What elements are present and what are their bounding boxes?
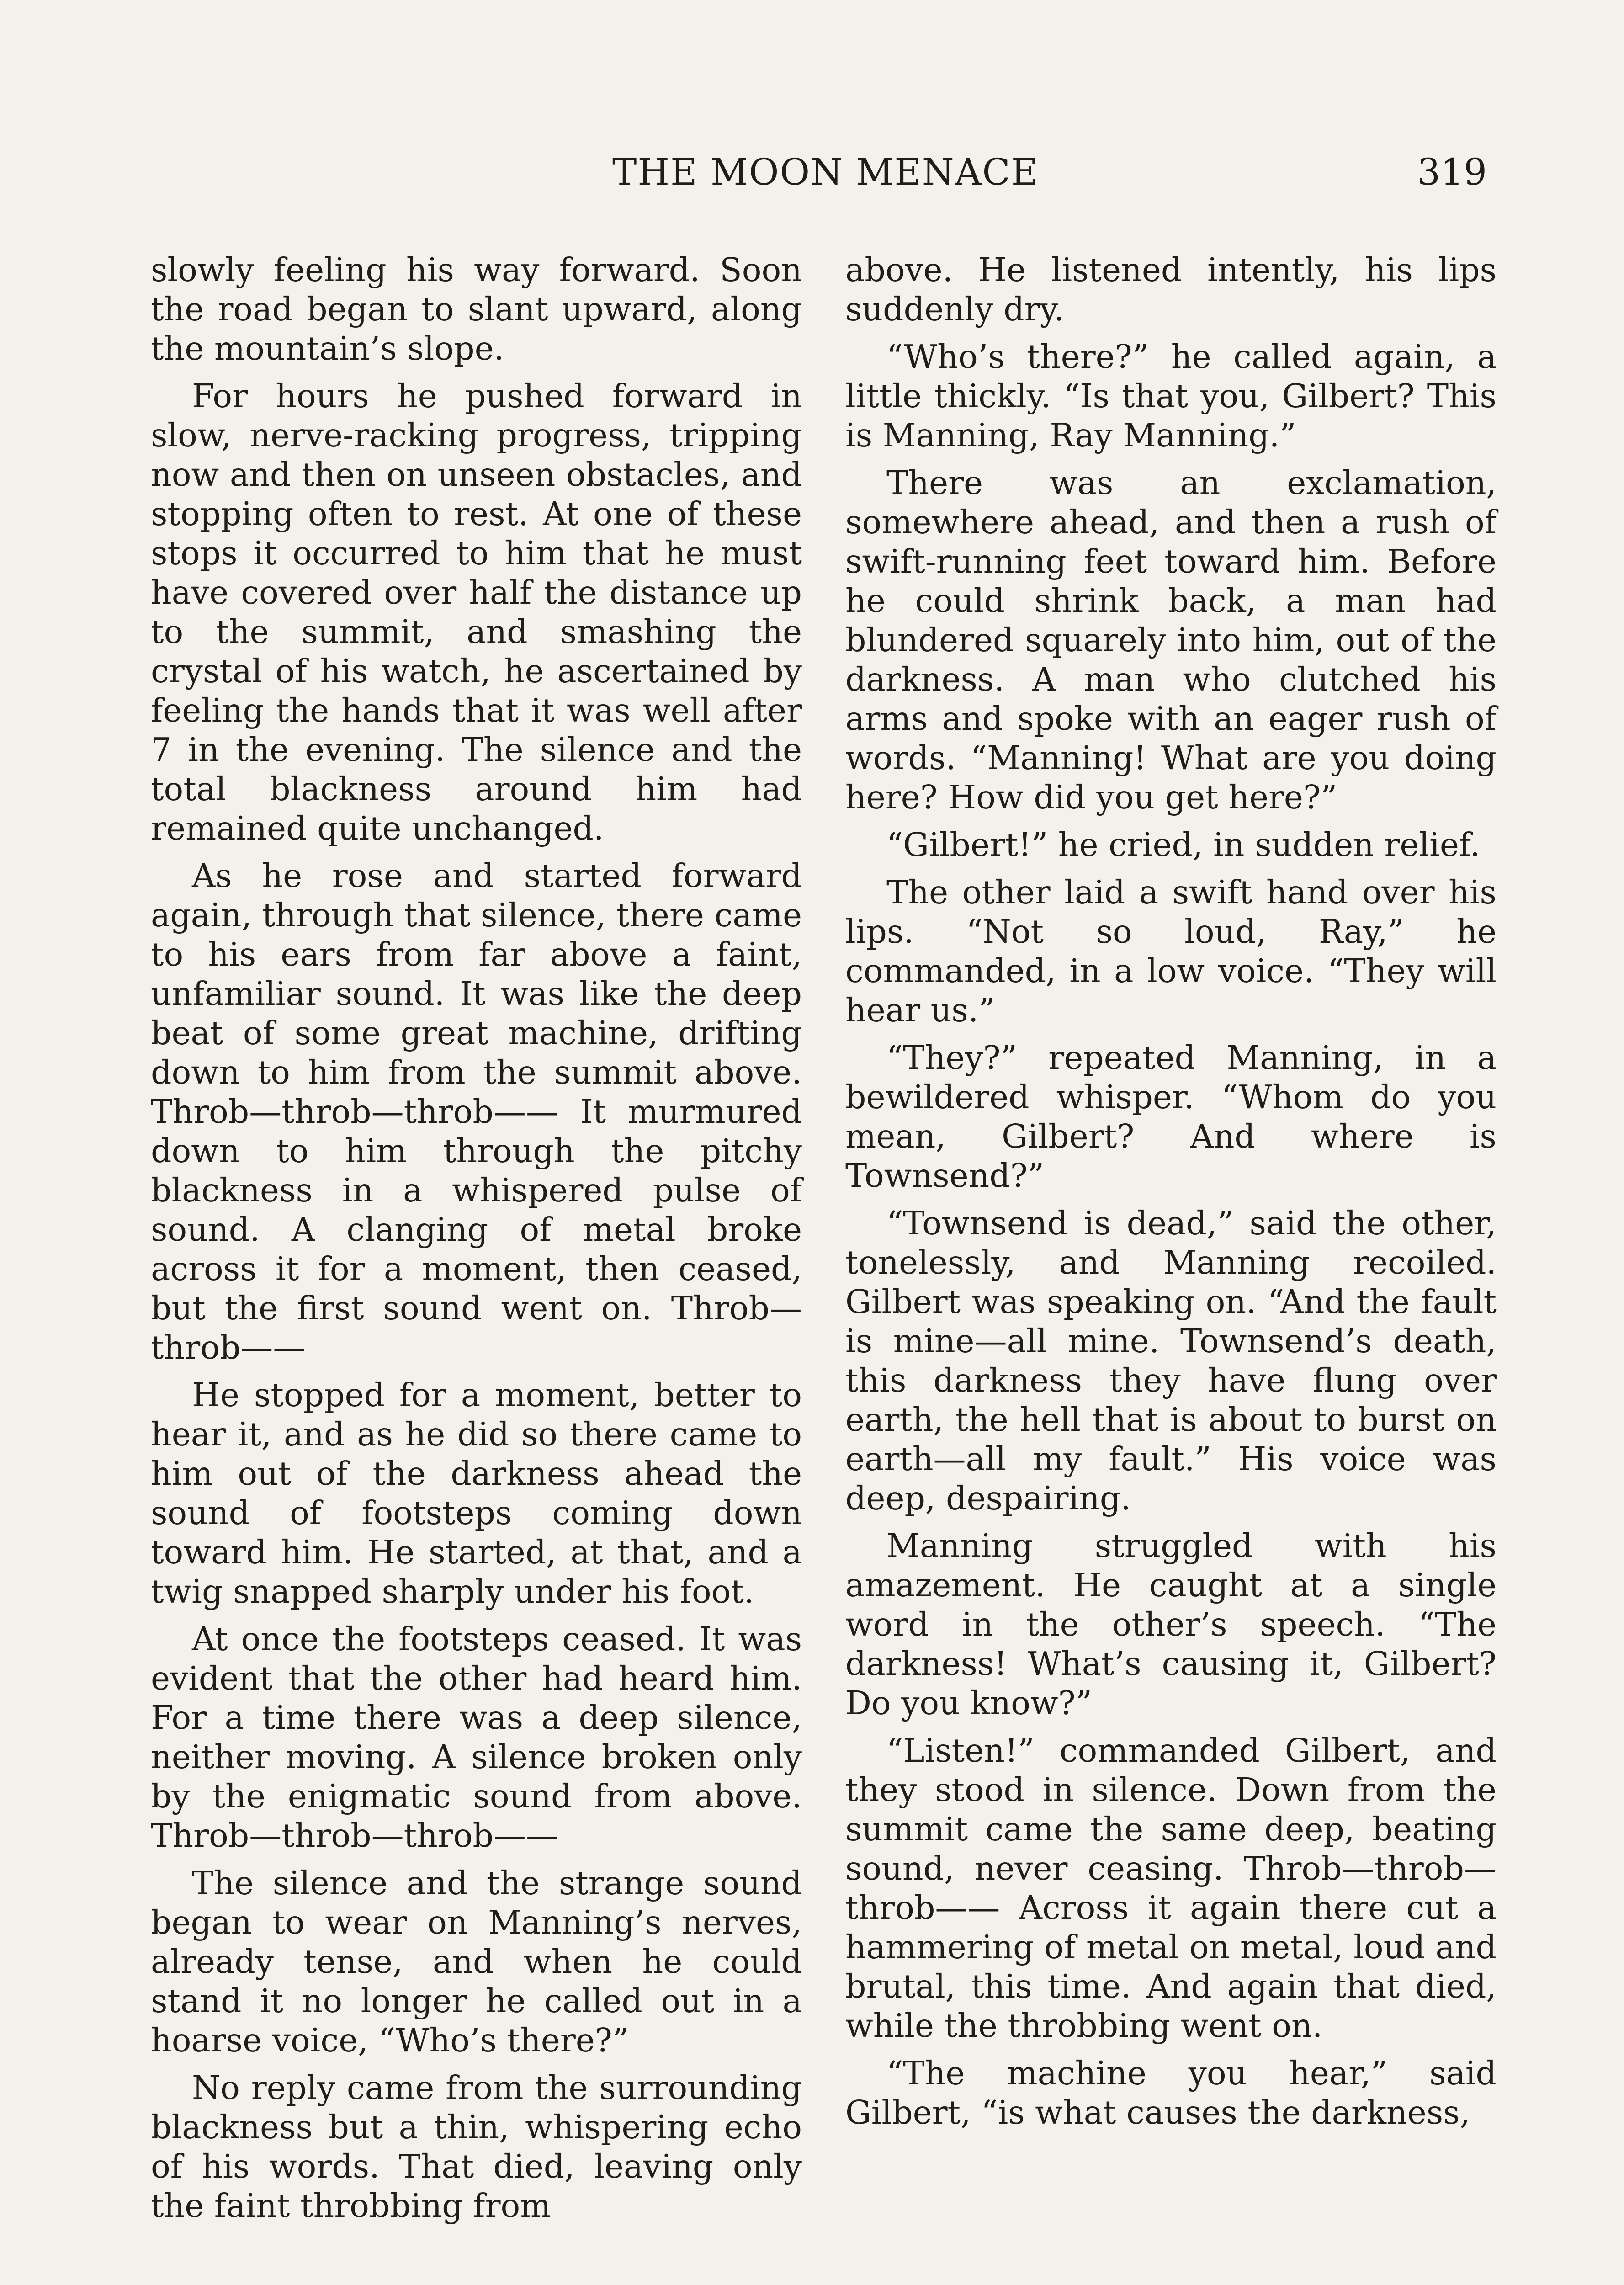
paragraph: At once the footsteps ceased. It was evident that the other had heard him. For a time there was a deep silence, neither moving. A silence broken only by the enigmatic sound from above. Throb—throb—throb—— [151,1620,802,1855]
paragraph: slowly feeling his way forward. Soon the road began to slant upward, along the mountain’s slope. [151,251,802,367]
paragraph: As he rose and started forward again, through that silence, there came to his ears from far above a faint, unfamiliar sound. It was like the deep beat of some great machine, drifting down to him from the summit above. Throb—throb—throb—— It murmured down to him through the pitchy blackness in a whispered pulse of sound. A clanging of metal broke across it for a moment, then ceased, but the first sound went on. Throb—throb—— [151,857,802,1366]
paragraph: The silence and the strange sound began to wear on Manning’s nerves, already tense, and when he could stand it no longer he called out in a hoarse voice, “Who’s there?” [151,1864,802,2059]
paragraph: “Listen!” commanded Gilbert, and they stood in silence. Down from the summit came the same deep, beating sound, never ceasing. Throb—throb—throb—— Across it again there cut a hammering of metal on metal, loud and brutal, this time. And again that died, while the throbbing went on. [845,1732,1497,2045]
paragraph: “Gilbert!” he cried, in sudden relief. [886,826,1481,864]
page-number: 319 [1417,151,1487,193]
paragraph: He stopped for a moment, better to hear it, and as he did so there came to him out of the darkness ahead the sound of footsteps coming down toward him. He started, at that, and a twig snapped sharply under his foot. [151,1376,802,1610]
running-header [0,151,1624,206]
paragraph: No reply came from the surrounding blackness but a thin, whispering echo of his words. That died, leaving only the faint throbbing from [151,2069,802,2225]
paragraph: There was an exclamation, somewhere ahead, and then a rush of swift-running feet toward him. Before he could shrink back, a man had blundered squarely into him, out of the darkness. A man who clutched his arms and spoke with an eager rush of words. “Manning! What are you doing here? How did you get here?” [845,464,1497,816]
paragraph: For hours he pushed forward in slow, nerve-racking progress, tripping now and then on unseen obstacles, and stopping often to rest. At one of these stops it occurred to him that he must have covered over half the distance up to the summit, and smashing the crystal of his watch, he ascertained by feeling the hands that it was well after 7 in the evening. The silence and the total blackness around him had remained quite unchanged. [151,377,802,847]
paragraph: The other laid a swift hand over his lips. “Not so loud, Ray,” he commanded, in a low voice. “They will hear us.” [845,873,1497,1029]
running-title: THE MOON MENACE [612,151,1039,193]
paragraph: above. He listened intently, his lips suddenly dry. [845,251,1497,328]
paragraph: “Townsend is dead,” said the other, tonelessly, and Manning recoiled. Gilbert was speaking on. “And the fault is mine—all mine. Townsend’s death, this darkness they have flung over earth, the hell that is about to burst on earth—all my fault.” His voice was deep, despairing. [845,1204,1497,1517]
paragraph: Manning struggled with his amazement. He caught at a single word in the other’s speech. “The darkness! What’s causing it, Gilbert? Do you know?” [845,1527,1497,1722]
left-column [151,250,802,2234]
paragraph: “Who’s there?” he called again, a little thickly. “Is that you, Gilbert? This is Manning, Ray Manning.” [845,338,1497,454]
paragraph: “The machine you hear,” said Gilbert, “is what causes the darkness, [845,2054,1497,2131]
paragraph: “They?” repeated Manning, in a bewildered whisper. “Whom do you mean, Gilbert? And where is Townsend?” [845,1039,1497,1195]
right-column [845,250,1497,2141]
